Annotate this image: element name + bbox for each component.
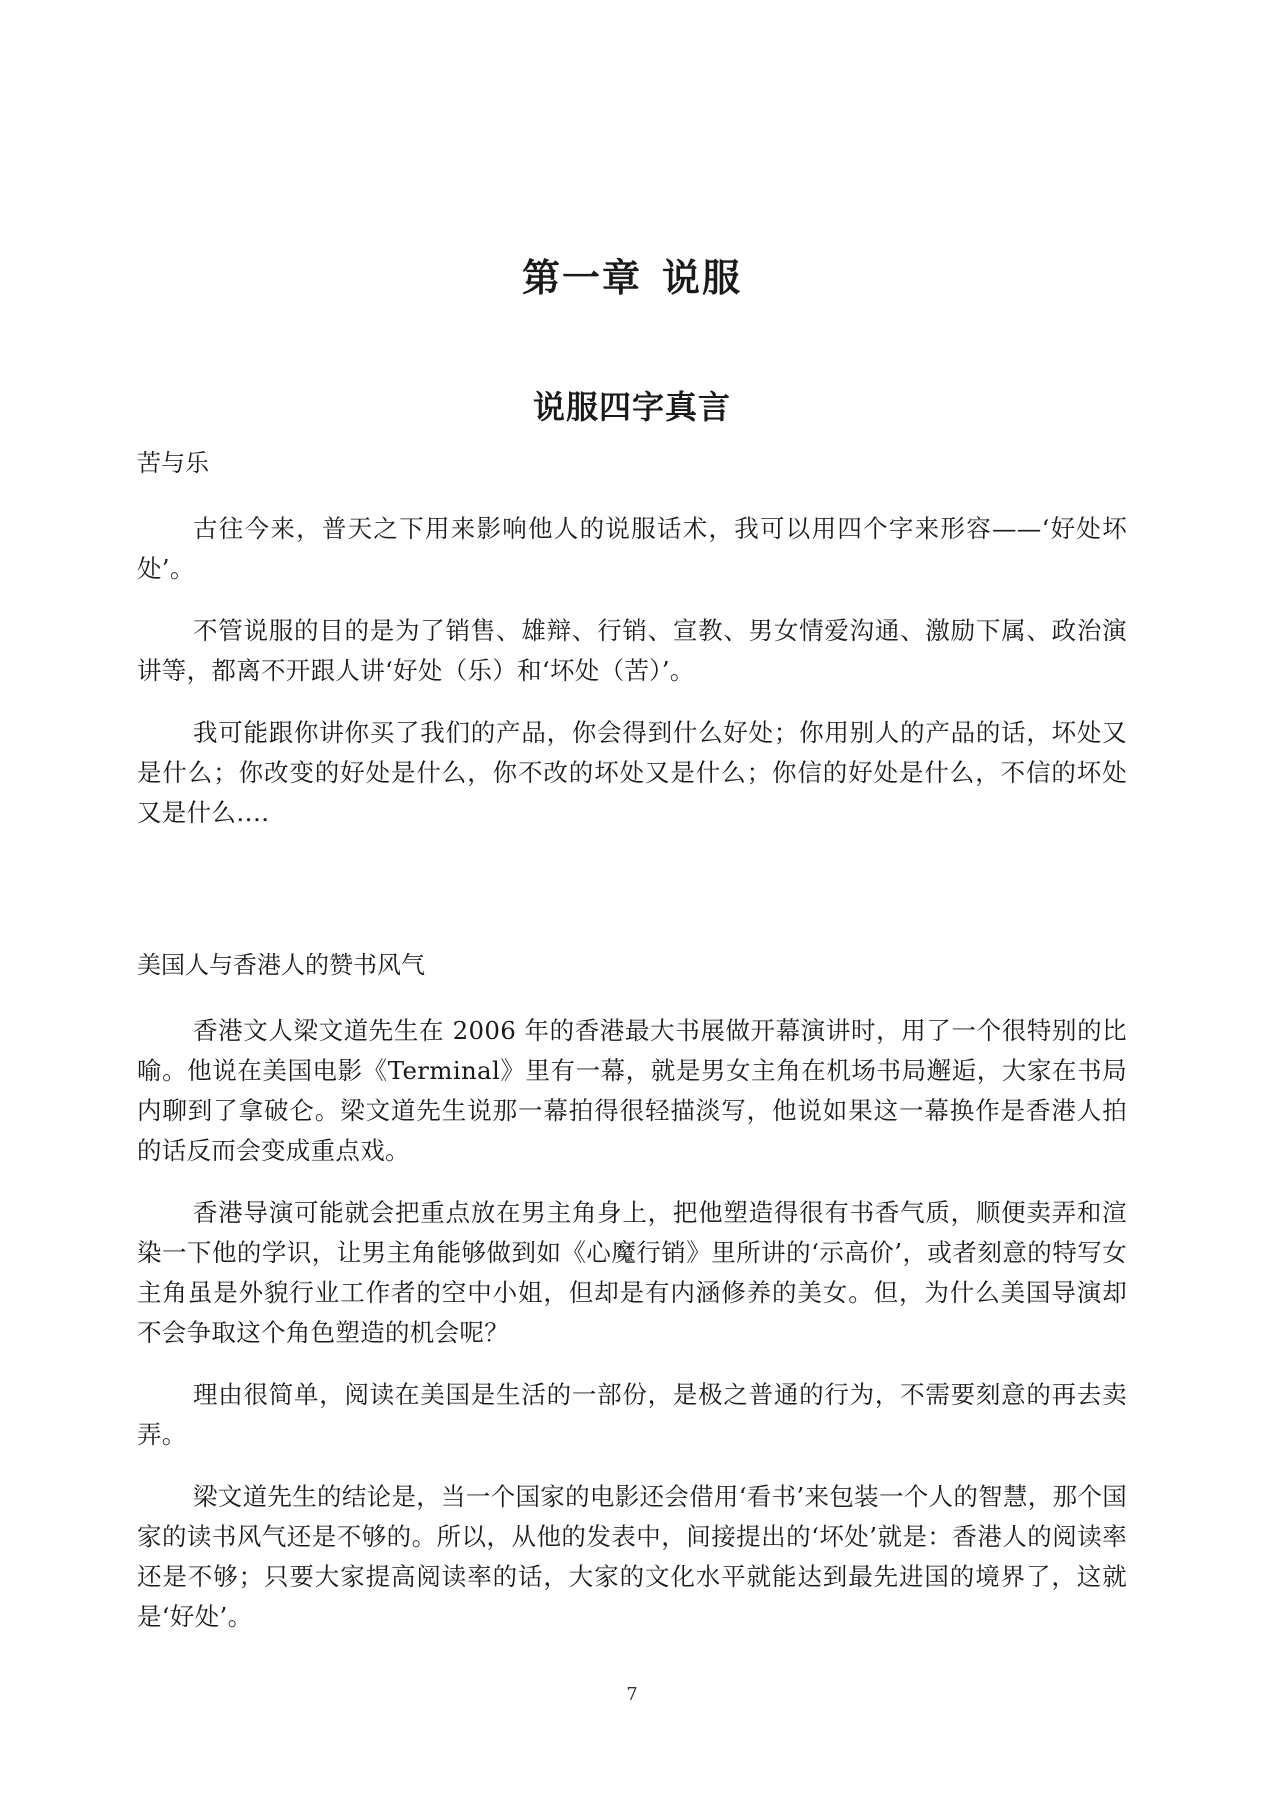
chapter-name: 说服 (662, 255, 743, 300)
chapter-title (0, 253, 1264, 303)
chapter-number: 第一章 (521, 255, 642, 300)
section-title: 说服四字真言 (532, 388, 731, 426)
paragraph: 古往今来，普天之下用来影响他人的说服话术，我可以用四个字来形容——‘好处坏处’。 (137, 514, 1127, 583)
paragraph: 理由很简单，阅读在美国是生活的一部份，是极之普通的行为，不需要刻意的再去卖弄。 (137, 1380, 1127, 1449)
paragraph: 香港导演可能就会把重点放在男主角身上，把他塑造得很有书香气质，顺便卖弄和渲染一下他的学识，让男主角能够做到如《心魔行销》里所讲的‘示高价’，或者刻意的特写女主角虽是外貌行业工作者的空中小姐，但却是有内涵修养的美女。但，为什么美国导演却不会争取这个角色塑造的机会呢？ (137, 1198, 1127, 1347)
section-reading-culture (137, 948, 1127, 1637)
paragraph: 不管说服的目的是为了销售、雄辩、行销、宣教、男女情爱沟通、激励下属、政治演讲等，都离不开跟人讲‘好处（乐）和‘坏处（苦）’。 (137, 616, 1127, 685)
paragraph: 香港文人梁文道先生在 2006 年的香港最大书展做开幕演讲时，用了一个很特别的比喻。他说在美国电影《Terminal》里有一幕，就是男女主角在机场书局邂逅，大家在书局内聊到了拿破仑。梁文道先生说那一幕拍得很轻描淡写，他说如果这一幕换作是香港人拍的话反而会变成重点戏。 (137, 1016, 1127, 1165)
page-number: 7 (626, 1684, 638, 1705)
subheading-pain-pleasure: 苦与乐 (137, 449, 209, 477)
paragraph: 我可能跟你讲你买了我们的产品，你会得到什么好处；你用别人的产品的话，坏处又是什么；你改变的好处是什么，你不改的坏处又是什么；你信的好处是什么，不信的坏处又是什么‥‥ (137, 718, 1127, 827)
section-pain-pleasure (137, 446, 1127, 833)
subheading-reading-culture: 美国人与香港人的赞书风气 (137, 951, 425, 979)
paragraph: 梁文道先生的结论是，当一个国家的电影还会借用‘看书’来包装一个人的智慧，那个国家的读书风气还是不够的。所以，从他的发表中，间接提出的‘坏处’就是：香港人的阅读率还是不够；只要大家提高阅读率的话，大家的文化水平就能达到最先进国的境界了，这就是‘好处’。 (137, 1482, 1127, 1631)
